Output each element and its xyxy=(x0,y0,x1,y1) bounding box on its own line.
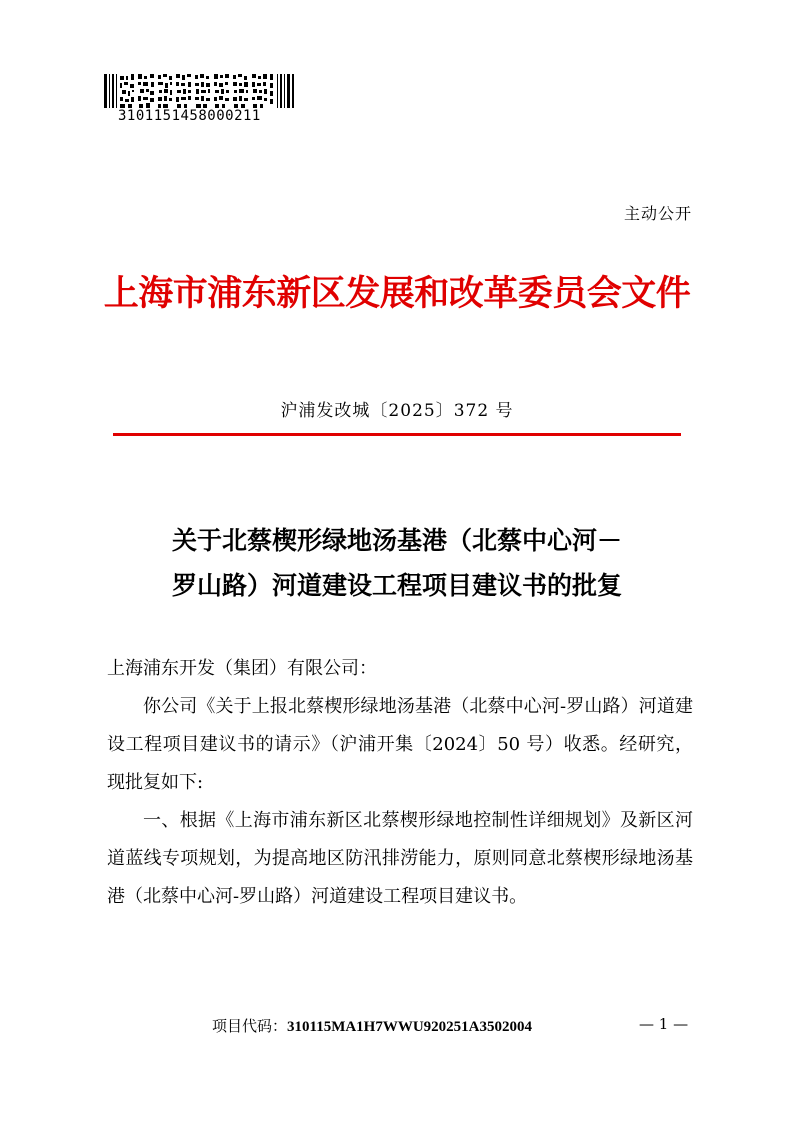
project-code xyxy=(212,1015,532,1036)
body-paragraph-1: 你公司《关于上报北蔡楔形绿地汤基港（北蔡中心河-罗山路）河道建设工程项目建议书的请示》（沪浦开集〔2024〕50 号）收悉。经研究，现批复如下: xyxy=(107,696,693,793)
barcode xyxy=(104,74,294,108)
body-paragraph-2: 一、根据《上海市浦东新区北蔡楔形绿地控制性详细规划》及新区河道蓝线专项规划，为提高地区防汛排涝能力，原则同意北蔡楔形绿地汤基港（北蔡中心河-罗山路）河道建设工程项目建议书。 xyxy=(107,810,693,907)
recipient: 上海浦东开发（集团）有限公司： xyxy=(107,658,377,679)
project-code-value: 310115MA1H7WWU920251A3502004 xyxy=(287,1019,533,1035)
barcode-number: 3101151458000211 xyxy=(118,108,261,124)
subject-line-1: 关于北蔡楔形绿地汤基港（北蔡中心河－ xyxy=(171,526,622,555)
red-divider xyxy=(113,433,681,436)
page-number: — 1 — xyxy=(639,1015,689,1033)
issuer-title: 上海市浦东新区发展和改革委员会文件 xyxy=(103,273,691,314)
document-number: 沪浦发改城〔2025〕372 号 xyxy=(280,401,514,421)
subject-line-2: 罗山路）河道建设工程项目建议书的批复 xyxy=(171,571,622,600)
project-code-label: 项目代码： xyxy=(212,1017,288,1035)
document-subject xyxy=(0,518,794,608)
disclosure-label: 主动公开 xyxy=(623,204,692,223)
document-body xyxy=(107,650,693,916)
